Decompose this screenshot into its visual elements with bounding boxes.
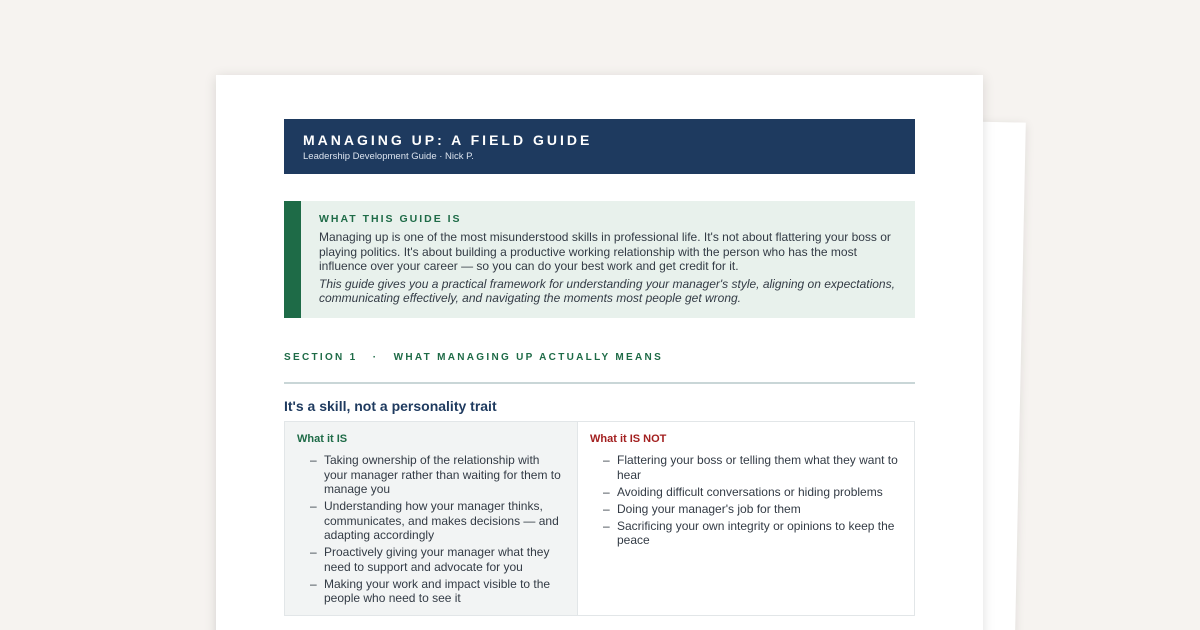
list-item-text: Taking ownership of the relationship with your manager rather than waiting for them to manage you	[324, 453, 561, 496]
list-item-text: Sacrificing your own integrity or opinions to keep the peace	[617, 518, 895, 547]
list-item	[590, 485, 902, 500]
list-item	[297, 499, 565, 543]
what-it-is-list	[297, 453, 565, 606]
intro-label: WHAT THIS GUIDE IS	[319, 213, 462, 225]
section-divider	[284, 382, 915, 384]
list-item	[590, 502, 902, 517]
list-item-text: Proactively giving your manager what they need to support and advocate for you	[324, 545, 550, 574]
comparison-table	[284, 421, 915, 616]
list-item-text: Doing your manager's job for them	[617, 501, 801, 516]
list-item	[297, 545, 565, 574]
what-it-is-not-column	[578, 422, 914, 615]
list-item-text: Avoiding difficult conversations or hiding problems	[617, 484, 883, 499]
list-item	[297, 577, 565, 606]
intro-body: Managing up is one of the most misunderstood skills in professional life. It's not about flattering your boss or playing politics. It's about building a productive working relationship with the person who has the most influence over your career — so you can do your best work and get credit for it.	[319, 230, 891, 273]
what-it-is-not-list	[590, 453, 902, 548]
document-subtitle: Leadership Development Guide · Nick P.	[303, 151, 474, 162]
title-banner	[284, 119, 915, 174]
intro-summary: This guide gives you a practical framework for understanding your manager's style, aligning on expectations, communicating effectively, and navigating the moments most people get wrong.	[319, 276, 895, 305]
list-item	[590, 453, 902, 482]
dash-bullet: –	[310, 545, 317, 559]
dash-bullet: –	[310, 576, 317, 591]
document-title: MANAGING UP: A FIELD GUIDE	[303, 132, 593, 148]
intro-callout	[284, 201, 915, 318]
what-it-is-title: What it IS	[297, 433, 348, 445]
section-label: SECTION 1 · WHAT MANAGING UP ACTUALLY MEANS	[284, 352, 664, 363]
what-it-is-not-title: What it IS NOT	[590, 433, 667, 445]
list-item	[297, 453, 565, 497]
dash-bullet: –	[603, 501, 610, 516]
dash-bullet: –	[310, 453, 317, 467]
list-item	[590, 519, 902, 548]
document-page	[216, 75, 983, 630]
section-heading: It's a skill, not a personality trait	[284, 398, 497, 414]
dash-bullet: –	[310, 499, 317, 513]
what-it-is-column	[285, 422, 578, 615]
list-item-text: Understanding how your manager thinks, communicates, and makes decisions — and adapting accordingly	[324, 499, 559, 542]
dash-bullet: –	[603, 484, 610, 499]
callout-accent-bar	[284, 201, 301, 318]
list-item-text: Making your work and impact visible to the people who need to see it	[324, 576, 551, 605]
dash-bullet: –	[603, 518, 610, 533]
dash-bullet: –	[603, 453, 610, 467]
list-item-text: Flattering your boss or telling them what they want to hear	[617, 453, 898, 482]
